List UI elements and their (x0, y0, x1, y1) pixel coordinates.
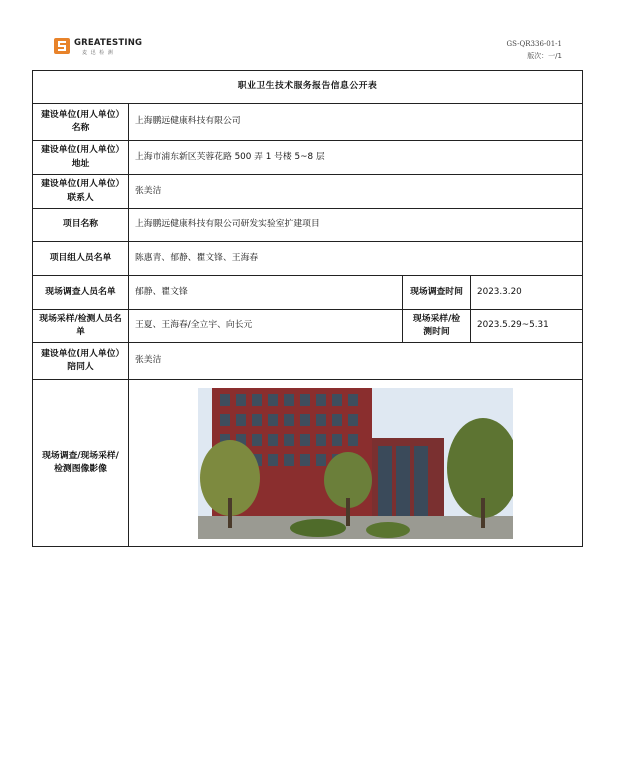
escort-label: 建设单位(用人单位）陪同人 (33, 343, 129, 380)
photos-label: 现场调查/现场采样/检测图像影像 (33, 380, 129, 547)
unit-address-value: 上海市浦东新区芙蓉花路 500 弄 1 号楼 5~8 层 (129, 141, 583, 175)
document-number: GS-QR336-01-1 (506, 40, 562, 48)
greatesting-logo-icon (54, 38, 70, 54)
unit-name-value: 上海鹏远健康科技有限公司 (129, 104, 583, 141)
survey-staff-value: 郁静、瞿文锋 (129, 276, 403, 310)
survey-time-value: 2023.3.20 (471, 276, 583, 310)
project-name-label: 项目名称 (33, 209, 129, 242)
edition-label: 版次：一/1 (527, 52, 562, 60)
escort-value: 张美洁 (129, 343, 583, 380)
unit-address-label: 建设单位(用人单位）地址 (33, 141, 129, 175)
site-photo (198, 388, 513, 539)
info-disclosure-table (32, 70, 583, 547)
sampling-staff-value: 王夏、王海春/全立宇、向长元 (129, 310, 403, 343)
sampling-time-value: 2023.5.29~5.31 (471, 310, 583, 343)
unit-contact-label: 建设单位(用人单位）联系人 (33, 175, 129, 209)
company-logo (54, 38, 154, 58)
project-team-label: 项目组人员名单 (33, 242, 129, 276)
project-team-value: 陈惠青、郁静、瞿文锋、王海春 (129, 242, 583, 276)
survey-time-label: 现场调查时间 (403, 276, 471, 310)
brand-name: GREATESTING (74, 38, 143, 48)
project-name-value: 上海鹏远健康科技有限公司研发实验室扩建项目 (129, 209, 583, 242)
table-title: 职业卫生技术服务报告信息公开表 (33, 71, 583, 104)
sampling-time-label: 现场采样/检测时间 (403, 310, 471, 343)
photos-cell (129, 380, 583, 547)
brand-subtitle: 麦 迅 检 测 (82, 50, 114, 56)
sampling-staff-label: 现场采样/检测人员名单 (33, 310, 129, 343)
unit-contact-value: 张美洁 (129, 175, 583, 209)
survey-staff-label: 现场调查人员名单 (33, 276, 129, 310)
unit-name-label: 建设单位(用人单位）名称 (33, 104, 129, 141)
